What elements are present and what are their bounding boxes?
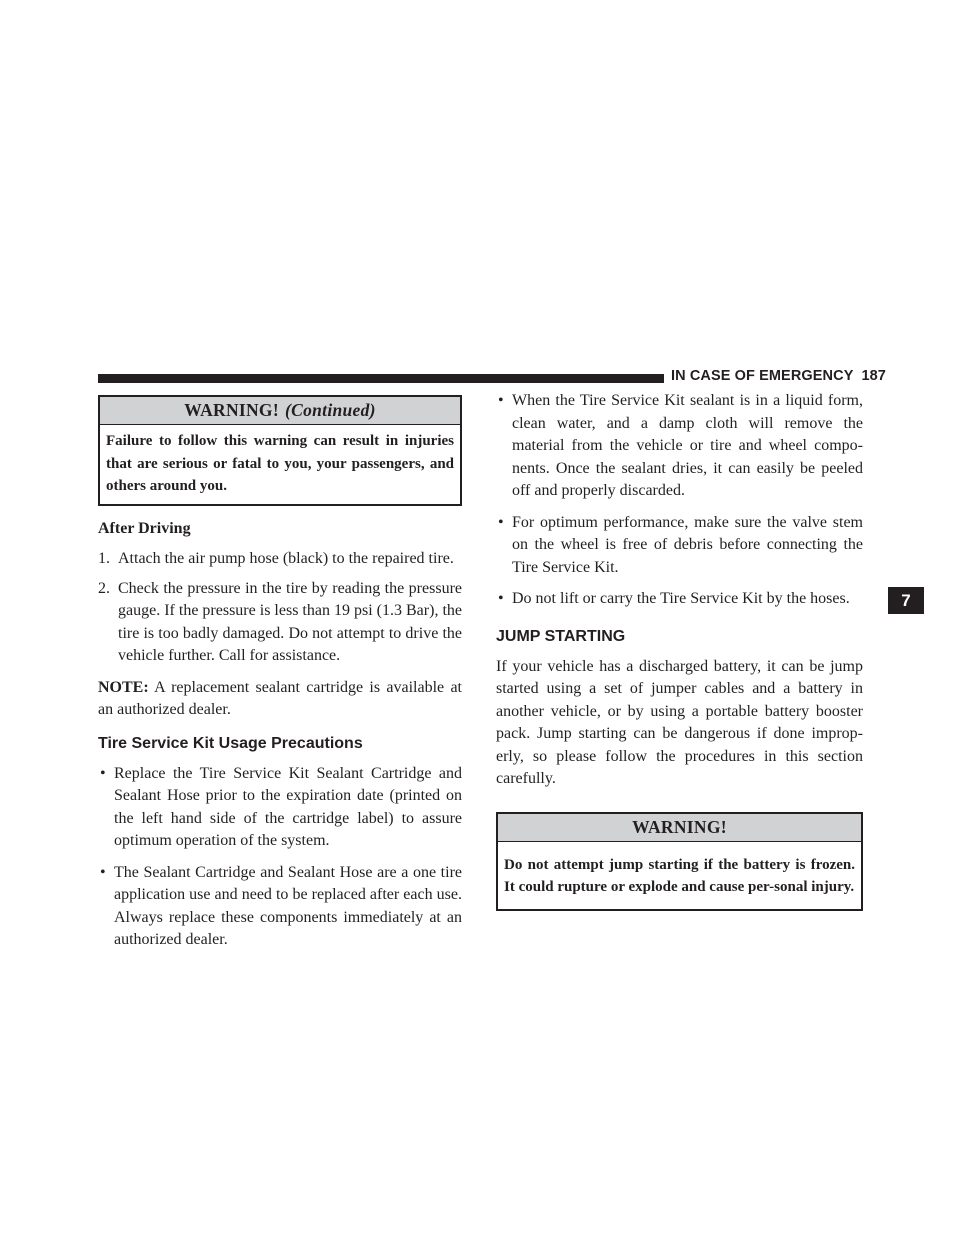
continued-label: (Continued) <box>284 400 376 420</box>
after-driving-heading: After Driving <box>98 519 191 537</box>
warning-continued-title <box>100 397 460 425</box>
warning-text: Do not attempt jump starting if the battery is frozen. It could rupture or explode and cause per-sonal injury. <box>504 856 855 895</box>
note <box>98 677 462 722</box>
step-2 <box>98 578 462 668</box>
precaution-bullet <box>98 862 462 952</box>
bullet-dot: • <box>498 392 504 409</box>
step-text: Attach the air pump hose (black) to the repaired tire. <box>118 550 454 567</box>
jump-starting-heading: JUMP STARTING <box>496 627 626 645</box>
bullet-dot: • <box>100 863 106 881</box>
header-rule <box>98 374 664 383</box>
sealant-bullet <box>496 512 863 580</box>
step-1 <box>98 548 462 571</box>
precaution-bullet <box>98 763 462 853</box>
running-header <box>671 368 886 384</box>
header-section: IN CASE OF EMERGENCY <box>671 368 854 384</box>
sealant-bullet <box>496 390 863 503</box>
bullet-text: When the Tire Service Kit sealant is in a liquid form, clean water, and a damp cloth will remove the material from the vehicle or tire and wheel compo-nents. Once the sealant dries, it can easily be peeled off and properly discarded. <box>512 392 863 499</box>
note-text: A replacement sealant cartridge is available at an authorized dealer. <box>98 678 462 718</box>
warning-label: WARNING! <box>184 400 279 420</box>
step-number: 2. <box>98 579 110 597</box>
bullet-text: For optimum performance, make sure the valve stem on the wheel is free of debris before connecting the Tire Service Kit. <box>512 513 863 576</box>
bullet-text: Replace the Tire Service Kit Sealant Cartridge and Sealant Hose prior to the expiration date (printed on the left hand side of the cartridge label) to assure optimum operation of the system. <box>114 764 462 849</box>
warning-continued-text: Failure to follow this warning can result in injuries that are serious or fatal to you, your passengers, and others around you. <box>106 433 454 494</box>
left-column <box>98 395 462 952</box>
chapter-tab: 7 <box>888 587 924 614</box>
sealant-bullet <box>496 588 863 611</box>
bullet-text: Do not lift or carry the Tire Service Kit by the hoses. <box>512 590 850 607</box>
warning-continued-box <box>98 395 462 506</box>
bullet-dot: • <box>498 590 504 607</box>
page-number: 187 <box>861 368 886 384</box>
bullet-dot: • <box>498 513 504 531</box>
note-label: NOTE: <box>98 678 149 696</box>
warning-title: WARNING! <box>498 814 861 842</box>
right-column <box>496 390 863 911</box>
warning-box <box>496 812 863 911</box>
step-number: 1. <box>98 550 110 567</box>
precautions-heading: Tire Service Kit Usage Precautions <box>98 734 363 752</box>
bullet-text: The Sealant Cartridge and Sealant Hose are a one tire application use and need to be replaced after each use. Always replace these components immediately at an authorized dealer. <box>114 863 462 948</box>
bullet-dot: • <box>100 764 106 782</box>
step-text: Check the pressure in the tire by reading the pressure gauge. If the pressure is less than 19 psi (1.3 Bar), the tire is too badly damaged. Do not attempt to drive the vehicle further. Call for assistance. <box>118 579 462 664</box>
jump-starting-text: If your vehicle has a discharged battery, it can be jump started using a set of jumper cables and a battery in another vehicle, or by using a portable battery booster pack. Jump starting can be dangerous if done improp-erly, so please follow the procedures in this section carefully. <box>496 657 863 787</box>
